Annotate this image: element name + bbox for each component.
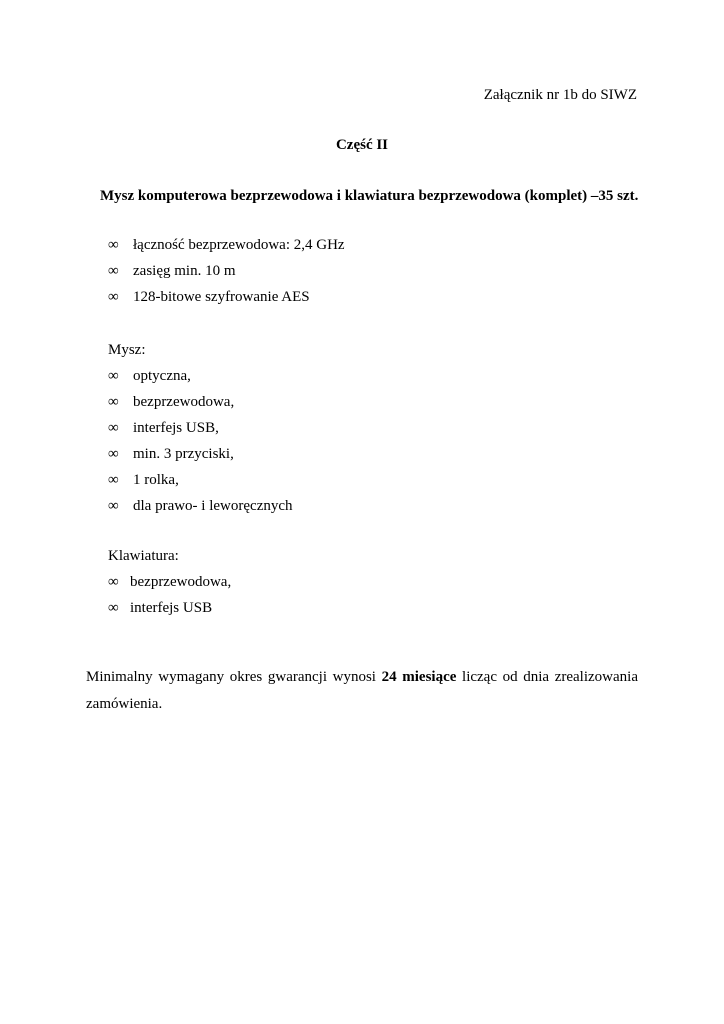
feature-text: optyczna,: [133, 368, 191, 384]
feature-text: 128-bitowe szyfrowanie AES: [133, 289, 310, 305]
mouse-features-list: [108, 367, 293, 523]
keyboard-features-list: [108, 573, 231, 625]
mouse-heading: Mysz:: [108, 342, 146, 358]
list-item: [108, 236, 345, 262]
feature-text: interfejs USB: [130, 600, 213, 616]
bullet-infinity-icon: ∞: [108, 600, 119, 616]
list-item: [108, 497, 293, 523]
bullet-infinity-icon: ∞: [108, 368, 119, 384]
warranty-text-after: licząc od dnia zrealizowania zamówienia.: [86, 669, 638, 712]
list-item: [108, 288, 345, 314]
list-item: [108, 573, 231, 599]
feature-text: 1 rolka,: [133, 472, 179, 488]
list-item: [108, 367, 293, 393]
warranty-period: 24 miesiące: [381, 669, 457, 685]
feature-text: min. 3 przyciski,: [133, 446, 234, 462]
warranty-paragraph: [86, 664, 638, 718]
list-item: [108, 599, 231, 625]
feature-text: zasięg min. 10 m: [133, 263, 236, 279]
bullet-infinity-icon: ∞: [108, 289, 119, 305]
feature-text: łączność bezprzewodowa: 2,4 GHz: [133, 237, 345, 253]
feature-text: interfejs USB,: [133, 420, 219, 436]
list-item: [108, 393, 293, 419]
common-features-list: [108, 236, 345, 314]
bullet-infinity-icon: ∞: [108, 263, 119, 279]
list-item: [108, 419, 293, 445]
list-item: [108, 471, 293, 497]
feature-text: bezprzewodowa,: [133, 394, 235, 410]
bullet-infinity-icon: ∞: [108, 420, 119, 436]
annex-label: Załącznik nr 1b do SIWZ: [483, 87, 637, 103]
bullet-infinity-icon: ∞: [108, 237, 119, 253]
feature-text: bezprzewodowa,: [130, 574, 232, 590]
bullet-infinity-icon: ∞: [108, 472, 119, 488]
warranty-text-before: Minimalny wymagany okres gwarancji wynosi: [86, 669, 382, 685]
item-title: Mysz komputerowa bezprzewodowa i klawiatura bezprzewodowa (komplet) –35 szt.: [100, 188, 639, 204]
part-title: Część II: [335, 137, 389, 153]
keyboard-heading: Klawiatura:: [108, 548, 179, 564]
feature-text: dla prawo- i leworęcznych: [133, 498, 293, 514]
list-item: [108, 262, 345, 288]
bullet-infinity-icon: ∞: [108, 394, 119, 410]
bullet-infinity-icon: ∞: [108, 498, 119, 514]
bullet-infinity-icon: ∞: [108, 446, 119, 462]
list-item: [108, 445, 293, 471]
bullet-infinity-icon: ∞: [108, 574, 119, 590]
